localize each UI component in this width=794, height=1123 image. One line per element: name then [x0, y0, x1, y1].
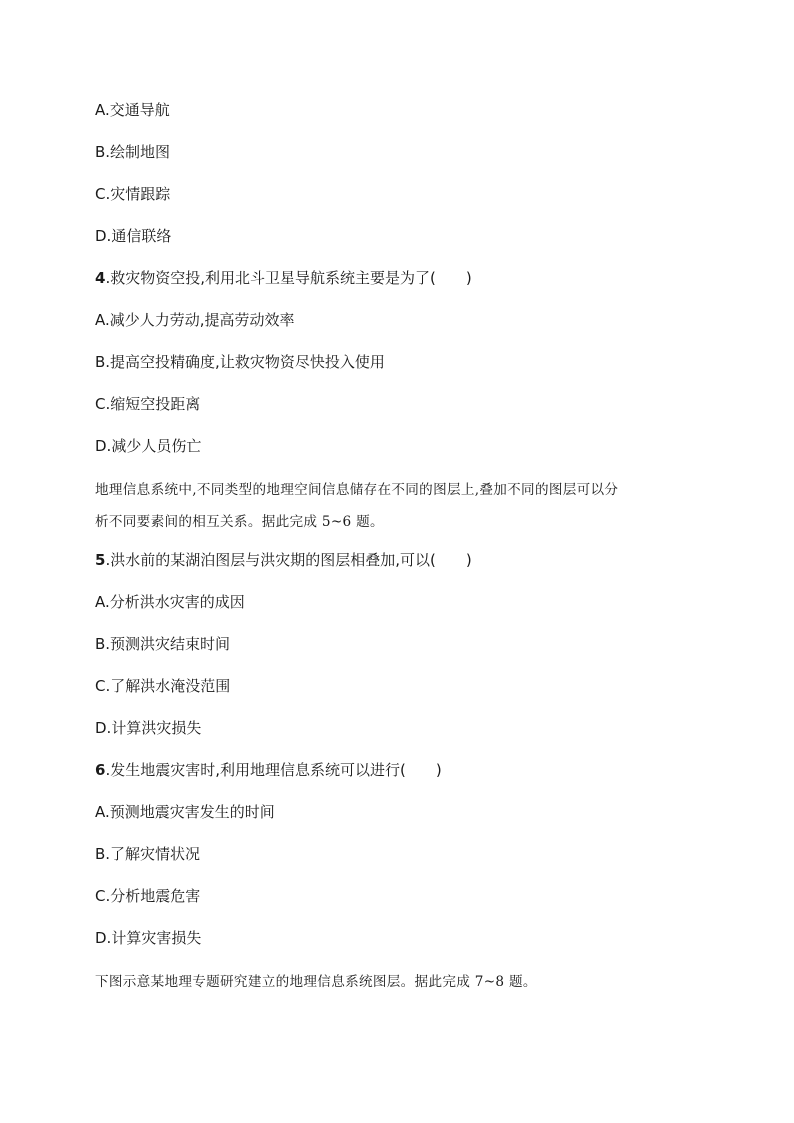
q5-option-a: A.分析洪水灾害的成因: [95, 593, 245, 611]
q3-option-b: B.绘制地图: [95, 143, 171, 161]
q5-stem-text: .洪水前的某湖泊图层与洪灾期的图层相叠加,可以( ): [105, 551, 472, 569]
q4-option-a: A.减少人力劳动,提高劳动效率: [95, 311, 295, 329]
q5-option-d: D.计算洪灾损失: [95, 719, 202, 737]
q3-option-c: C.灾情跟踪: [95, 185, 171, 203]
q5-number: 5: [95, 551, 106, 569]
passage-7-8-line-1: 下图示意某地理专题研究建立的地理信息系统图层。据此完成 7~8 题。: [95, 974, 537, 990]
q5-option-b: B.预测洪灾结束时间: [95, 635, 231, 653]
q6-stem: [95, 760, 442, 780]
q4-stem-text: .救灾物资空投,利用北斗卫星导航系统主要是为了( ): [105, 269, 472, 287]
passage-5-6: [95, 474, 717, 538]
q5-option-c: C.了解洪水淹没范围: [95, 677, 231, 695]
passage-7-8: [95, 966, 717, 998]
q3-option-d: D.通信联络: [95, 227, 172, 245]
passage-5-6-line-1: 地理信息系统中,不同类型的地理空间信息储存在不同的图层上,叠加不同的图层可以分: [95, 482, 619, 498]
q6-option-b: B.了解灾情状况: [95, 845, 201, 863]
q6-number: 6: [95, 761, 106, 779]
q4-number: 4: [95, 269, 106, 287]
q4-option-b: B.提高空投精确度,让救灾物资尽快投入使用: [95, 353, 385, 371]
q6-option-d: D.计算灾害损失: [95, 929, 202, 947]
q6-option-a: A.预测地震灾害发生的时间: [95, 803, 275, 821]
q5-stem: [95, 550, 472, 570]
q3-option-a: A.交通导航: [95, 101, 170, 119]
q4-option-d: D.减少人员伤亡: [95, 437, 202, 455]
q4-option-c: C.缩短空投距离: [95, 395, 201, 413]
q6-stem-text: .发生地震灾害时,利用地理信息系统可以进行( ): [105, 761, 442, 779]
passage-5-6-line-2: 析不同要素间的相互关系。据此完成 5~6 题。: [95, 514, 384, 530]
q6-option-c: C.分析地震危害: [95, 887, 201, 905]
q4-stem: [95, 268, 472, 288]
